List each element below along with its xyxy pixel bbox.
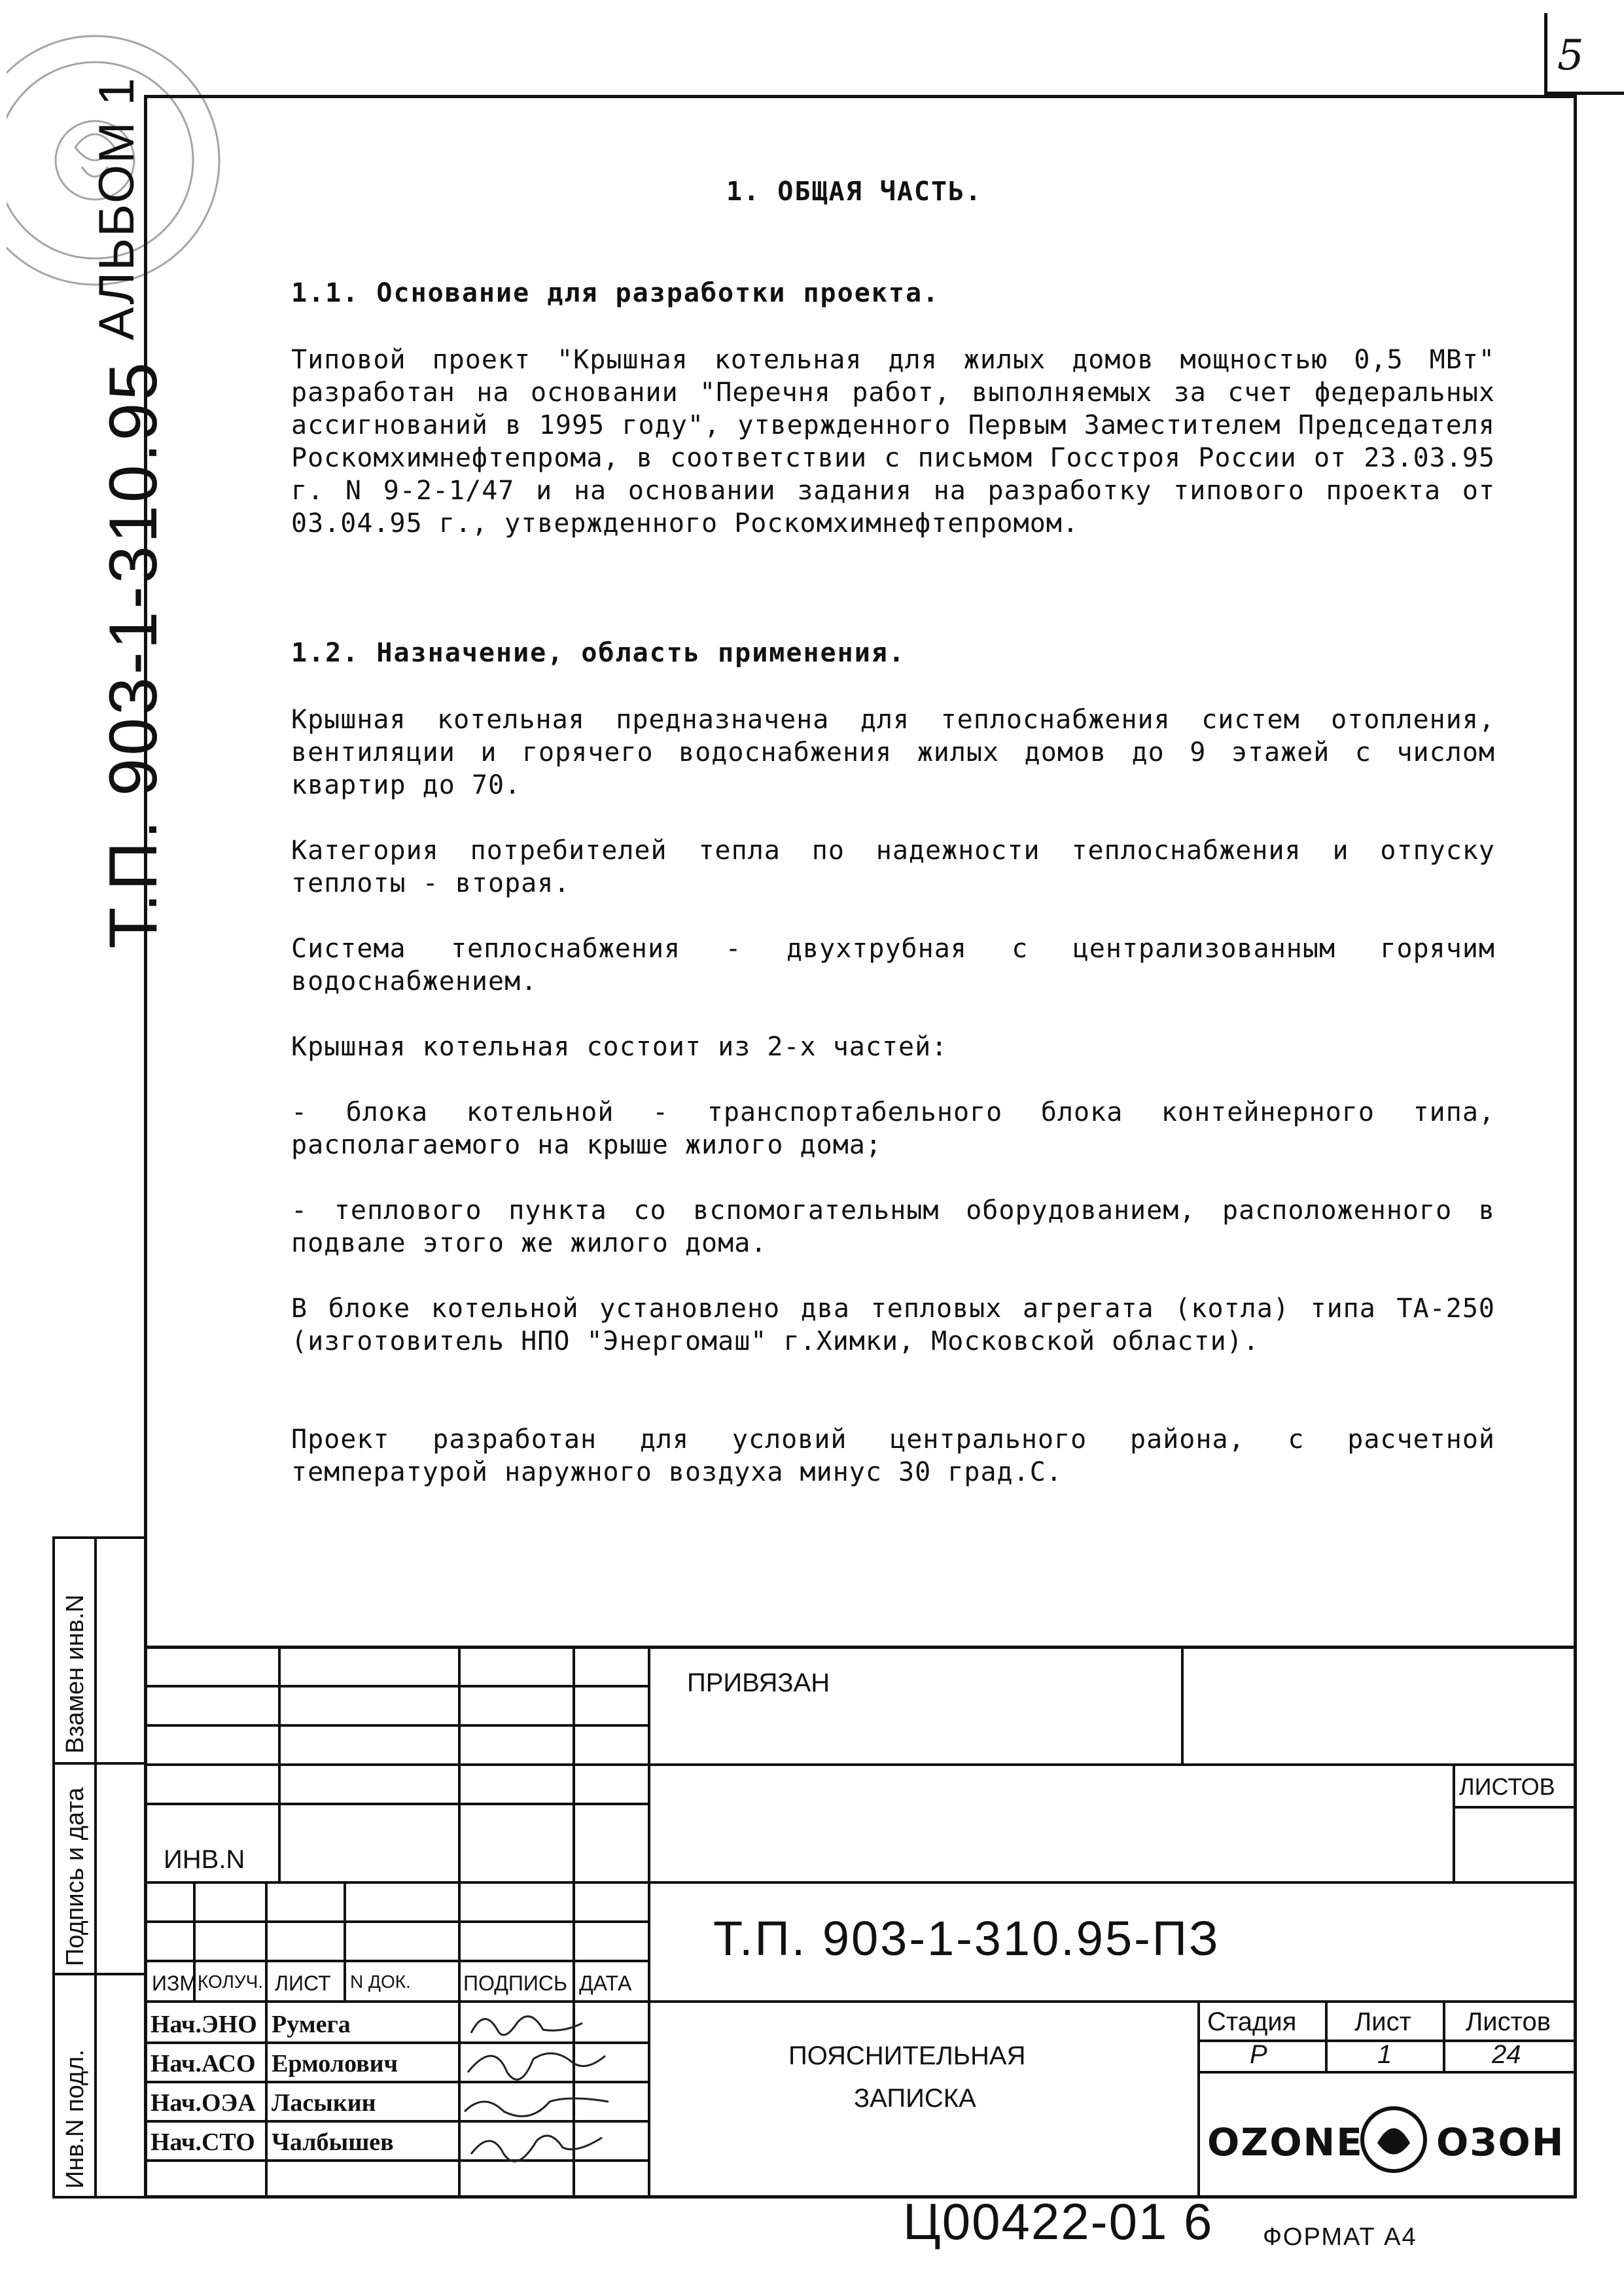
- col-header-signature: ПОДПИСЬ: [463, 1971, 567, 1995]
- paragraph: Категория потребителей тепла по надежности теплоснабжения и отпуску теплоты - вторая.: [291, 836, 1495, 898]
- sheets-value: 24: [1492, 2040, 1521, 2069]
- person-name: Ермолович: [272, 2050, 398, 2077]
- ozone-logo-right: ОЗОН: [1436, 2120, 1565, 2164]
- subsection-title-2: 1.2. Назначение, область применения.: [291, 638, 906, 668]
- col-header-sheet: ЛИСТ: [275, 1971, 331, 1995]
- sheets-total-label: ЛИСТОВ: [1459, 1773, 1555, 1800]
- section-title: 1. ОБЩАЯ ЧАСТЬ.: [726, 177, 983, 207]
- document-title-line2: ЗАПИСКА: [854, 2084, 976, 2113]
- col-header-docnum: N ДОК.: [350, 1971, 411, 1992]
- document-designation: Т.П. 903-1-310.95-ПЗ: [713, 1911, 1220, 1966]
- paragraph: Система теплоснабжения - двухтрубная с централизованным горячим водоснабжением.: [291, 934, 1495, 997]
- handwritten-signatures: [458, 2000, 615, 2197]
- title-block: [144, 1646, 1577, 2199]
- signature-date-label: Подпись и дата: [62, 1787, 89, 1966]
- paper-format: ФОРМАТ А4: [1263, 2223, 1417, 2251]
- sheet-header: Лист: [1354, 2007, 1411, 2036]
- page-number-divider: [1544, 13, 1547, 92]
- person-name: Ласыкин: [272, 2089, 376, 2117]
- subsection-title-1: 1.1. Основание для разработки проекта.: [291, 278, 940, 308]
- inventory-number-label: ИНВ.N: [164, 1845, 245, 1874]
- paragraph: Крышная котельная предназначена для теплоснабжения систем отопления, вентиляции и горячего водоснабжения жилых домов до 9 этажей с числом квартир до 70.: [291, 705, 1495, 800]
- vertical-designation: Т.П. 903-1-310.95: [96, 359, 171, 949]
- paragraph: Проект разработан для условий центрального района, с расчетной температурой наружного воздуха минус 30 град.С.: [291, 1424, 1495, 1487]
- ozone-logo-icon: [1358, 2104, 1430, 2176]
- col-header-change: ИЗМ.: [152, 1971, 203, 1995]
- sheet-value: 1: [1377, 2040, 1392, 2069]
- sheets-header: Листов: [1466, 2007, 1551, 2036]
- col-header-count: КОЛУЧ.: [198, 1971, 264, 1992]
- document-title-line1: ПОЯСНИТЕЛЬНАЯ: [788, 2041, 1026, 2070]
- replaced-inv-label: Взамен инв.N: [62, 1594, 89, 1754]
- role: Нач.АСО: [150, 2050, 256, 2077]
- privyazan-label: ПРИВЯЗАН: [687, 1669, 830, 1697]
- person-name: Чалбышев: [272, 2128, 394, 2156]
- album-label: АЛЬБОМ 1: [89, 77, 145, 340]
- col-header-date: ДАТА: [579, 1971, 632, 1995]
- role: Нач.СТО: [150, 2128, 255, 2156]
- stage-header: Стадия: [1207, 2007, 1297, 2036]
- role: Нач.ЭНО: [150, 2011, 257, 2038]
- ozone-logo-left: OZONE: [1207, 2120, 1364, 2164]
- paragraph: Крышная котельная состоит из 2-х частей:: [291, 1032, 948, 1062]
- role: Нач.ОЭА: [150, 2089, 256, 2117]
- paragraph: В блоке котельной установлено два тепловых агрегата (котла) типа ТА-250 (изготовитель НПО "Энергомаш" г.Химки, Московской области).: [291, 1294, 1495, 1356]
- person-name: Румега: [272, 2011, 351, 2038]
- paragraph: - теплового пункта со вспомогательным оборудованием, расположенного в подвале этого же жилого дома.: [291, 1195, 1495, 1258]
- stage-value: Р: [1250, 2040, 1267, 2069]
- subsection-1-text: Типовой проект "Крышная котельная для жилых домов мощностью 0,5 МВт" разработан на основании "Перечня работ, выполняемых за счет федеральных ассигнований в 1995 году", утвержденного Первым Заместителем Председателя Роскомхимнефтепрома, в соответствии с письмом Госстроя России от 23.03.95 г. N 9-2-1/47 и на основании задания на разработку типового проекта от 03.04.95 г., утвержденного Роскомхимнефтепромом.: [291, 345, 1495, 539]
- original-inv-label: Инв.N подл.: [62, 2049, 89, 2189]
- archive-code: Ц00422-01 6: [903, 2193, 1214, 2250]
- page-number: 5: [1557, 31, 1584, 80]
- paragraph: - блока котельной - транспортабельного блока контейнерного типа, располагаемого на крыше жилого дома;: [291, 1097, 1495, 1160]
